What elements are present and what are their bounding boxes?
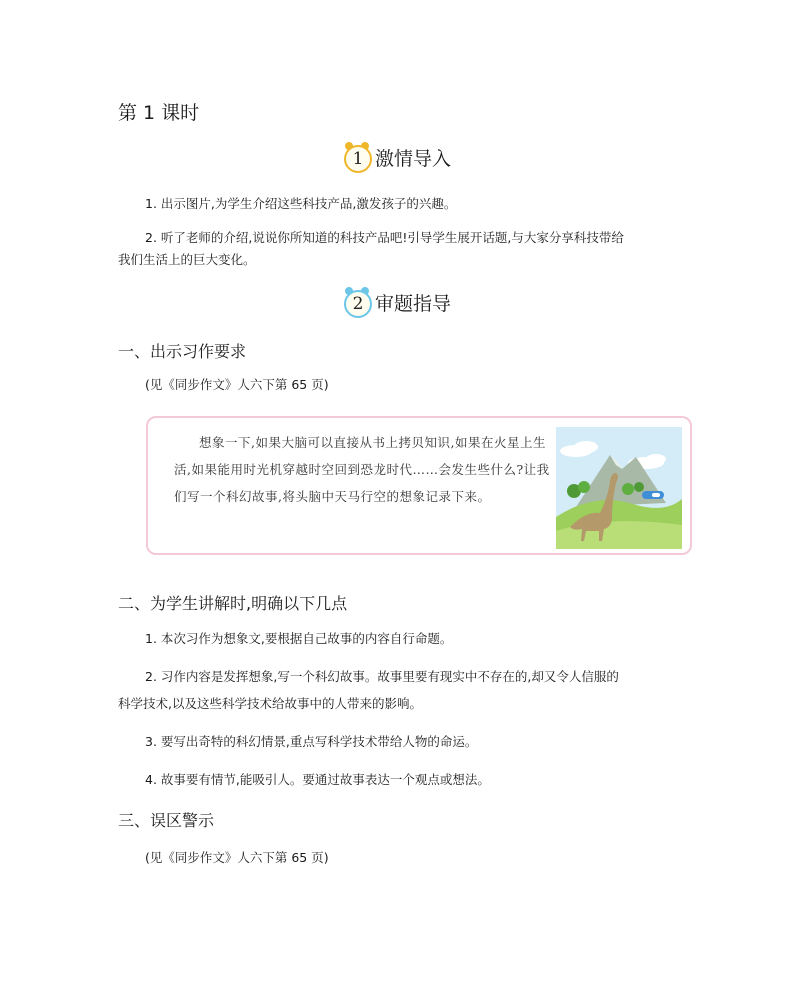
part2-heading: 二、为学生讲解时,明确以下几点 [118,594,348,613]
part2-item-cont: 科学技术,以及这些科学技术给故事中的人带来的影响。 [118,696,422,711]
part2-item: 3. 要写出奇特的科幻情景,重点写科学技术带给人物的命运。 [145,734,478,749]
part3-reference: (见《同步作文》人六下第 65 页) [145,850,329,865]
number-badge-icon [342,142,372,170]
part2-item: 1. 本次习作为想象文,要根据自己故事的内容自行命题。 [145,631,453,646]
section-header-1 [342,142,451,170]
part2-item: 4. 故事要有情节,能吸引人。要通过故事表达一个观点或想法。 [145,772,490,787]
section-number: 2 [344,290,372,318]
section-title: 激情导入 [375,148,452,170]
section-title: 审题指导 [375,293,452,315]
intro-paragraph-2: 2. 听了老师的介绍,说说你所知道的科技产品吧!引导学生展开话题,与大家分享科技带给 [145,230,624,245]
section-header-2 [342,287,451,315]
number-badge-icon [342,287,372,315]
writing-prompt-text: 想象一下,如果大脑可以直接从书上拷贝知识,如果在火星上生活,如果能用时光机穿越时空回到恐龙时代……会发生些什么?让我们写一个科幻故事,将头脑中天马行空的想象记录下来。 [174,435,550,504]
part2-item: 2. 习作内容是发挥想象,写一个科幻故事。故事里要有现实中不存在的,却又令人信服的 [145,669,619,684]
dinosaur-landscape-illustration [556,427,682,549]
part1-reference: (见《同步作文》人六下第 65 页) [145,377,329,392]
lesson-title: 第 1 课时 [118,102,200,124]
intro-paragraph-1: 1. 出示图片,为学生介绍这些科技产品,激发孩子的兴趣。 [145,196,457,211]
intro-paragraph-2-cont: 我们生活上的巨大变化。 [118,252,256,267]
part1-heading: 一、出示习作要求 [118,342,247,361]
section-number: 1 [344,145,372,173]
part3-heading: 三、误区警示 [118,811,215,830]
writing-prompt-box [146,416,692,555]
